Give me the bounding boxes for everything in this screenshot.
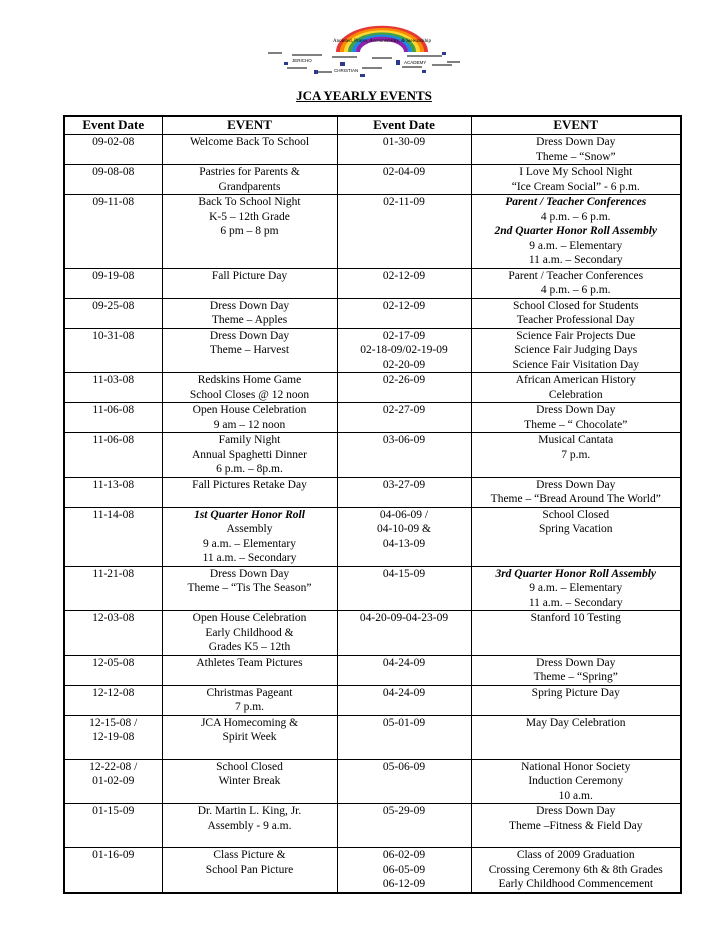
cell-line: Dress Down Day bbox=[209, 567, 290, 580]
cell-line: Musical Cantata bbox=[538, 434, 614, 446]
cell-line: 2nd Quarter Honor Roll Assembly bbox=[494, 225, 658, 237]
cell-line: 02-20-09 bbox=[382, 358, 426, 371]
cell-line: 10-31-08 bbox=[92, 329, 135, 342]
event-date-cell bbox=[64, 268, 162, 298]
cell-line: Theme – Harvest bbox=[209, 344, 290, 356]
event-cell bbox=[471, 403, 681, 433]
event-cell bbox=[471, 135, 681, 165]
cell-line: Dress Down Day bbox=[536, 805, 616, 817]
cell-line: 05-29-09 bbox=[382, 805, 426, 817]
cell-line: 6 p.m. – 8p.m. bbox=[216, 463, 283, 475]
event-cell bbox=[471, 566, 681, 611]
event-date-cell bbox=[64, 804, 162, 848]
cell-line: 04-13-09 bbox=[382, 537, 426, 550]
cell-line: K-5 – 12th Grade bbox=[209, 210, 290, 223]
cell-line: Annual Spaghetti Dinner bbox=[192, 448, 307, 461]
event-cell bbox=[471, 268, 681, 298]
cell-line: 02-12-09 bbox=[382, 269, 426, 282]
cell-line: 11 a.m. – Secondary bbox=[528, 254, 623, 266]
cell-line: Spirit Week bbox=[222, 731, 277, 743]
event-cell bbox=[162, 759, 337, 804]
logo-word-left: JERICHO bbox=[292, 58, 312, 63]
event-cell bbox=[162, 715, 337, 759]
event-date-cell bbox=[64, 685, 162, 715]
cell-line: School Closed bbox=[216, 760, 283, 773]
cell-line: African American History bbox=[515, 374, 636, 386]
cell-line: 11-06-08 bbox=[92, 434, 135, 446]
cell-line: 06-12-09 bbox=[382, 878, 426, 890]
table-row bbox=[64, 848, 681, 893]
event-cell bbox=[471, 715, 681, 759]
cell-line: 04-10-09 & bbox=[377, 523, 431, 535]
cell-line: 09-08-08 bbox=[92, 166, 135, 178]
cell-line: 11-14-08 bbox=[92, 508, 135, 521]
cell-line: Grandparents bbox=[218, 180, 281, 193]
table-row bbox=[64, 566, 681, 611]
event-cell bbox=[162, 268, 337, 298]
event-date-cell bbox=[64, 403, 162, 433]
page-title: JCA YEARLY EVENTS bbox=[296, 88, 432, 103]
cell-line: 11 a.m. – Secondary bbox=[202, 552, 297, 564]
cell-line: Grades K5 – 12th bbox=[208, 641, 291, 653]
cell-line: 09-19-08 bbox=[92, 269, 135, 282]
cell-line: 11-13-08 bbox=[92, 478, 135, 491]
table-row bbox=[64, 195, 681, 269]
event-date-cell bbox=[337, 715, 471, 759]
cell-line: 4 p.m. – 6 p.m. bbox=[540, 284, 611, 296]
table-row bbox=[64, 715, 681, 759]
event-cell bbox=[471, 165, 681, 195]
cell-line: 11-21-08 bbox=[92, 567, 135, 580]
cell-line: 09-11-08 bbox=[92, 196, 135, 208]
event-cell bbox=[471, 685, 681, 715]
table-row bbox=[64, 268, 681, 298]
cell-line: Spring Picture Day bbox=[531, 686, 620, 699]
event-cell bbox=[471, 759, 681, 804]
cell-line: Pastries for Parents & bbox=[199, 166, 300, 178]
event-date-cell bbox=[337, 373, 471, 403]
cell-line: 12-22-08 / bbox=[89, 760, 138, 773]
table-row bbox=[64, 655, 681, 685]
event-cell bbox=[471, 298, 681, 328]
cell-line: “Ice Cream Social” - 6 p.m. bbox=[511, 180, 640, 193]
cell-line: 7 p.m. bbox=[561, 448, 591, 461]
event-cell bbox=[162, 298, 337, 328]
cell-line: Welcome Back To School bbox=[189, 136, 310, 148]
event-cell bbox=[162, 566, 337, 611]
event-date-cell bbox=[337, 298, 471, 328]
cell-line: 03-27-09 bbox=[382, 478, 426, 491]
cell-line: JCA Homecoming & bbox=[200, 716, 299, 729]
cell-line: Early Childhood & bbox=[205, 626, 294, 639]
event-date-cell bbox=[337, 135, 471, 165]
cell-line: Teacher Professional Day bbox=[516, 314, 635, 326]
cell-line: 11-03-08 bbox=[92, 374, 135, 386]
cell-line: Stanford 10 Testing bbox=[530, 612, 621, 624]
header-event-date-1: Event Date bbox=[64, 116, 162, 135]
cell-line: School Closed bbox=[542, 508, 610, 521]
event-date-cell bbox=[64, 848, 162, 893]
logo-tagline: Anointed, Prayer, Accountability, & Stewardship bbox=[333, 39, 431, 44]
table-row bbox=[64, 298, 681, 328]
cell-line: 11 a.m. – Secondary bbox=[528, 596, 623, 609]
event-cell bbox=[162, 477, 337, 507]
event-date-cell bbox=[64, 655, 162, 685]
cell-line: Family Night bbox=[218, 434, 281, 446]
cell-line: Crossing Ceremony 6th & 8th Grades bbox=[488, 863, 663, 876]
cell-line: 04-06-09 / bbox=[379, 508, 429, 521]
cell-line: Dress Down Day bbox=[536, 404, 616, 416]
event-date-cell bbox=[64, 298, 162, 328]
logo-word-mid: CHRISTIAN bbox=[334, 68, 359, 73]
cell-line: 02-17-09 bbox=[382, 329, 426, 342]
event-date-cell bbox=[337, 611, 471, 656]
events-table bbox=[63, 115, 682, 894]
cell-line: 02-27-09 bbox=[382, 404, 426, 416]
event-date-cell bbox=[64, 195, 162, 269]
event-date-cell bbox=[337, 195, 471, 269]
cell-line: Winter Break bbox=[218, 775, 281, 787]
header-event-1: EVENT bbox=[162, 116, 337, 135]
cell-line: National Honor Society bbox=[521, 760, 631, 773]
cell-line: 12-12-08 bbox=[92, 686, 135, 699]
cell-line: Back To School Night bbox=[198, 196, 301, 208]
cell-line: School Pan Picture bbox=[205, 863, 294, 876]
cell-line: Early Childhood Commencement bbox=[498, 878, 654, 890]
cell-line: 3rd Quarter Honor Roll Assembly bbox=[495, 567, 657, 580]
cell-line: Theme – “Spring” bbox=[533, 671, 618, 683]
event-date-cell bbox=[64, 507, 162, 566]
event-date-cell bbox=[64, 328, 162, 373]
cell-line: 7 p.m. bbox=[234, 701, 265, 713]
cell-line: 12-19-08 bbox=[92, 731, 135, 743]
cell-line: 01-15-09 bbox=[92, 805, 135, 817]
event-date-cell bbox=[337, 165, 471, 195]
table-row bbox=[64, 477, 681, 507]
cell-line: School Closes @ 12 noon bbox=[189, 388, 310, 401]
table-row bbox=[64, 433, 681, 478]
logo-word-right: ACADEMY bbox=[404, 60, 427, 65]
cell-line: 9 a.m. – Elementary bbox=[203, 537, 296, 550]
cell-line: Open House Celebration bbox=[192, 612, 307, 624]
cell-line: May Day Celebration bbox=[525, 716, 626, 729]
table-row bbox=[64, 135, 681, 165]
cell-line: 9 am – 12 noon bbox=[213, 418, 286, 431]
event-date-cell bbox=[337, 685, 471, 715]
cell-line: Induction Ceremony bbox=[528, 775, 624, 787]
cell-line: 01-30-09 bbox=[382, 136, 426, 148]
cell-line: Science Fair Judging Days bbox=[514, 344, 638, 356]
event-cell bbox=[471, 195, 681, 269]
cell-line: 04-24-09 bbox=[382, 686, 426, 699]
cell-line: Dress Down Day bbox=[209, 329, 290, 342]
cell-line: 02-26-09 bbox=[382, 374, 426, 386]
event-date-cell bbox=[337, 403, 471, 433]
event-cell bbox=[471, 373, 681, 403]
header-event-2: EVENT bbox=[471, 116, 681, 135]
table-row bbox=[64, 165, 681, 195]
event-date-cell bbox=[337, 655, 471, 685]
event-cell bbox=[162, 804, 337, 848]
table-row bbox=[64, 403, 681, 433]
cell-line: 6 pm – 8 pm bbox=[220, 225, 279, 237]
events-table-body bbox=[64, 135, 681, 893]
event-cell bbox=[471, 804, 681, 848]
school-logo bbox=[262, 22, 462, 84]
cell-line: 01-16-09 bbox=[92, 849, 135, 861]
cell-line: 04-20-09-04-23-09 bbox=[359, 612, 449, 624]
table-header-row bbox=[64, 116, 681, 135]
cell-line: 9 a.m. – Elementary bbox=[529, 582, 623, 594]
cell-line: I Love My School Night bbox=[519, 166, 633, 178]
table-row bbox=[64, 373, 681, 403]
event-cell bbox=[471, 611, 681, 656]
rainbow-logo-graphic bbox=[262, 22, 462, 84]
table-row bbox=[64, 804, 681, 848]
cell-line: 03-06-09 bbox=[382, 434, 426, 446]
cell-line: 05-01-09 bbox=[382, 716, 426, 729]
cell-line: 02-04-09 bbox=[382, 166, 426, 178]
table-row bbox=[64, 328, 681, 373]
cell-line: Science Fair Visitation Day bbox=[512, 358, 640, 371]
cell-line: 1st Quarter Honor Roll bbox=[194, 508, 305, 521]
cell-line: Redskins Home Game bbox=[197, 374, 302, 386]
event-cell bbox=[471, 328, 681, 373]
event-cell bbox=[162, 373, 337, 403]
cell-line: 02-11-09 bbox=[383, 196, 425, 208]
cell-line: Science Fair Projects Due bbox=[516, 329, 636, 342]
event-cell bbox=[162, 165, 337, 195]
table-row bbox=[64, 759, 681, 804]
table-row bbox=[64, 507, 681, 566]
event-cell bbox=[162, 135, 337, 165]
event-cell bbox=[162, 433, 337, 478]
event-date-cell bbox=[64, 759, 162, 804]
event-date-cell bbox=[64, 135, 162, 165]
cell-line: Parent / Teacher Conferences bbox=[508, 269, 644, 282]
table-row bbox=[64, 611, 681, 656]
event-date-cell bbox=[64, 715, 162, 759]
cell-line: 11-06-08 bbox=[92, 404, 135, 416]
event-cell bbox=[162, 195, 337, 269]
event-cell bbox=[471, 507, 681, 566]
event-date-cell bbox=[337, 804, 471, 848]
cell-line: Assembly - 9 a.m. bbox=[207, 819, 292, 832]
cell-line: Class of 2009 Graduation bbox=[516, 849, 635, 861]
cell-line: 02-18-09/02-19-09 bbox=[360, 344, 448, 356]
event-date-cell bbox=[64, 477, 162, 507]
cell-line: School Closed for Students bbox=[512, 299, 639, 312]
cell-line: Christmas Pageant bbox=[206, 686, 293, 699]
cell-line: 12-15-08 / bbox=[89, 716, 138, 729]
event-cell bbox=[162, 328, 337, 373]
cell-line: 12-05-08 bbox=[92, 656, 135, 669]
event-cell bbox=[162, 507, 337, 566]
cell-line: Fall Picture Day bbox=[211, 269, 288, 282]
cell-line: Athletes Team Pictures bbox=[196, 656, 303, 669]
event-date-cell bbox=[337, 477, 471, 507]
cell-line: 4 p.m. – 6 p.m. bbox=[540, 210, 611, 223]
event-cell bbox=[162, 655, 337, 685]
cell-line: Assembly bbox=[226, 523, 273, 535]
event-date-cell bbox=[337, 268, 471, 298]
event-date-cell bbox=[337, 433, 471, 478]
cell-line: Theme – “ Chocolate” bbox=[524, 418, 628, 431]
cell-line: 06-05-09 bbox=[382, 863, 426, 876]
event-date-cell bbox=[337, 848, 471, 893]
cell-line: 01-02-09 bbox=[92, 775, 135, 787]
event-date-cell bbox=[337, 759, 471, 804]
cell-line: 04-15-09 bbox=[382, 567, 426, 580]
cell-line: Dress Down Day bbox=[536, 656, 616, 669]
cell-line: 06-02-09 bbox=[382, 849, 426, 861]
event-date-cell bbox=[337, 566, 471, 611]
header-event-date-2: Event Date bbox=[337, 116, 471, 135]
cell-line: Parent / Teacher Conferences bbox=[505, 196, 647, 208]
cell-line: Dress Down Day bbox=[536, 136, 616, 148]
event-cell bbox=[471, 655, 681, 685]
event-date-cell bbox=[64, 566, 162, 611]
cell-line: Celebration bbox=[548, 388, 603, 401]
cell-line: Dr. Martin L. King, Jr. bbox=[197, 805, 302, 817]
cell-line: 05-06-09 bbox=[382, 760, 426, 773]
cell-line: 02-12-09 bbox=[382, 299, 426, 312]
event-cell bbox=[471, 433, 681, 478]
event-date-cell bbox=[64, 165, 162, 195]
cell-line: 12-03-08 bbox=[92, 612, 135, 624]
cell-line: Fall Pictures Retake Day bbox=[192, 478, 307, 491]
cell-line: 10 a.m. bbox=[558, 789, 593, 802]
cell-line: 09-02-08 bbox=[92, 136, 135, 148]
event-cell bbox=[162, 848, 337, 893]
cell-line: 9 a.m. – Elementary bbox=[529, 239, 623, 252]
cell-line: 09-25-08 bbox=[92, 299, 135, 312]
cell-line: Class Picture & bbox=[213, 849, 286, 861]
event-date-cell bbox=[337, 507, 471, 566]
event-date-cell bbox=[64, 373, 162, 403]
event-date-cell bbox=[64, 433, 162, 478]
table-row bbox=[64, 685, 681, 715]
cell-line: Theme – Apples bbox=[211, 314, 288, 326]
event-cell bbox=[162, 685, 337, 715]
event-date-cell bbox=[337, 328, 471, 373]
cell-line: Theme –Fitness & Field Day bbox=[508, 819, 643, 832]
cell-line: Theme – “Snow” bbox=[535, 150, 616, 163]
cell-line: Theme – “Bread Around The World” bbox=[490, 493, 661, 505]
event-cell bbox=[162, 403, 337, 433]
event-cell bbox=[471, 477, 681, 507]
cell-line: Dress Down Day bbox=[536, 478, 616, 491]
cell-line: Spring Vacation bbox=[538, 523, 613, 535]
cell-line: 04-24-09 bbox=[382, 656, 426, 669]
cell-line: Dress Down Day bbox=[209, 299, 290, 312]
event-cell bbox=[471, 848, 681, 893]
event-cell bbox=[162, 611, 337, 656]
cell-line: Open House Celebration bbox=[192, 404, 307, 416]
cell-line: Theme – “Tis The Season” bbox=[187, 582, 312, 594]
event-date-cell bbox=[64, 611, 162, 656]
